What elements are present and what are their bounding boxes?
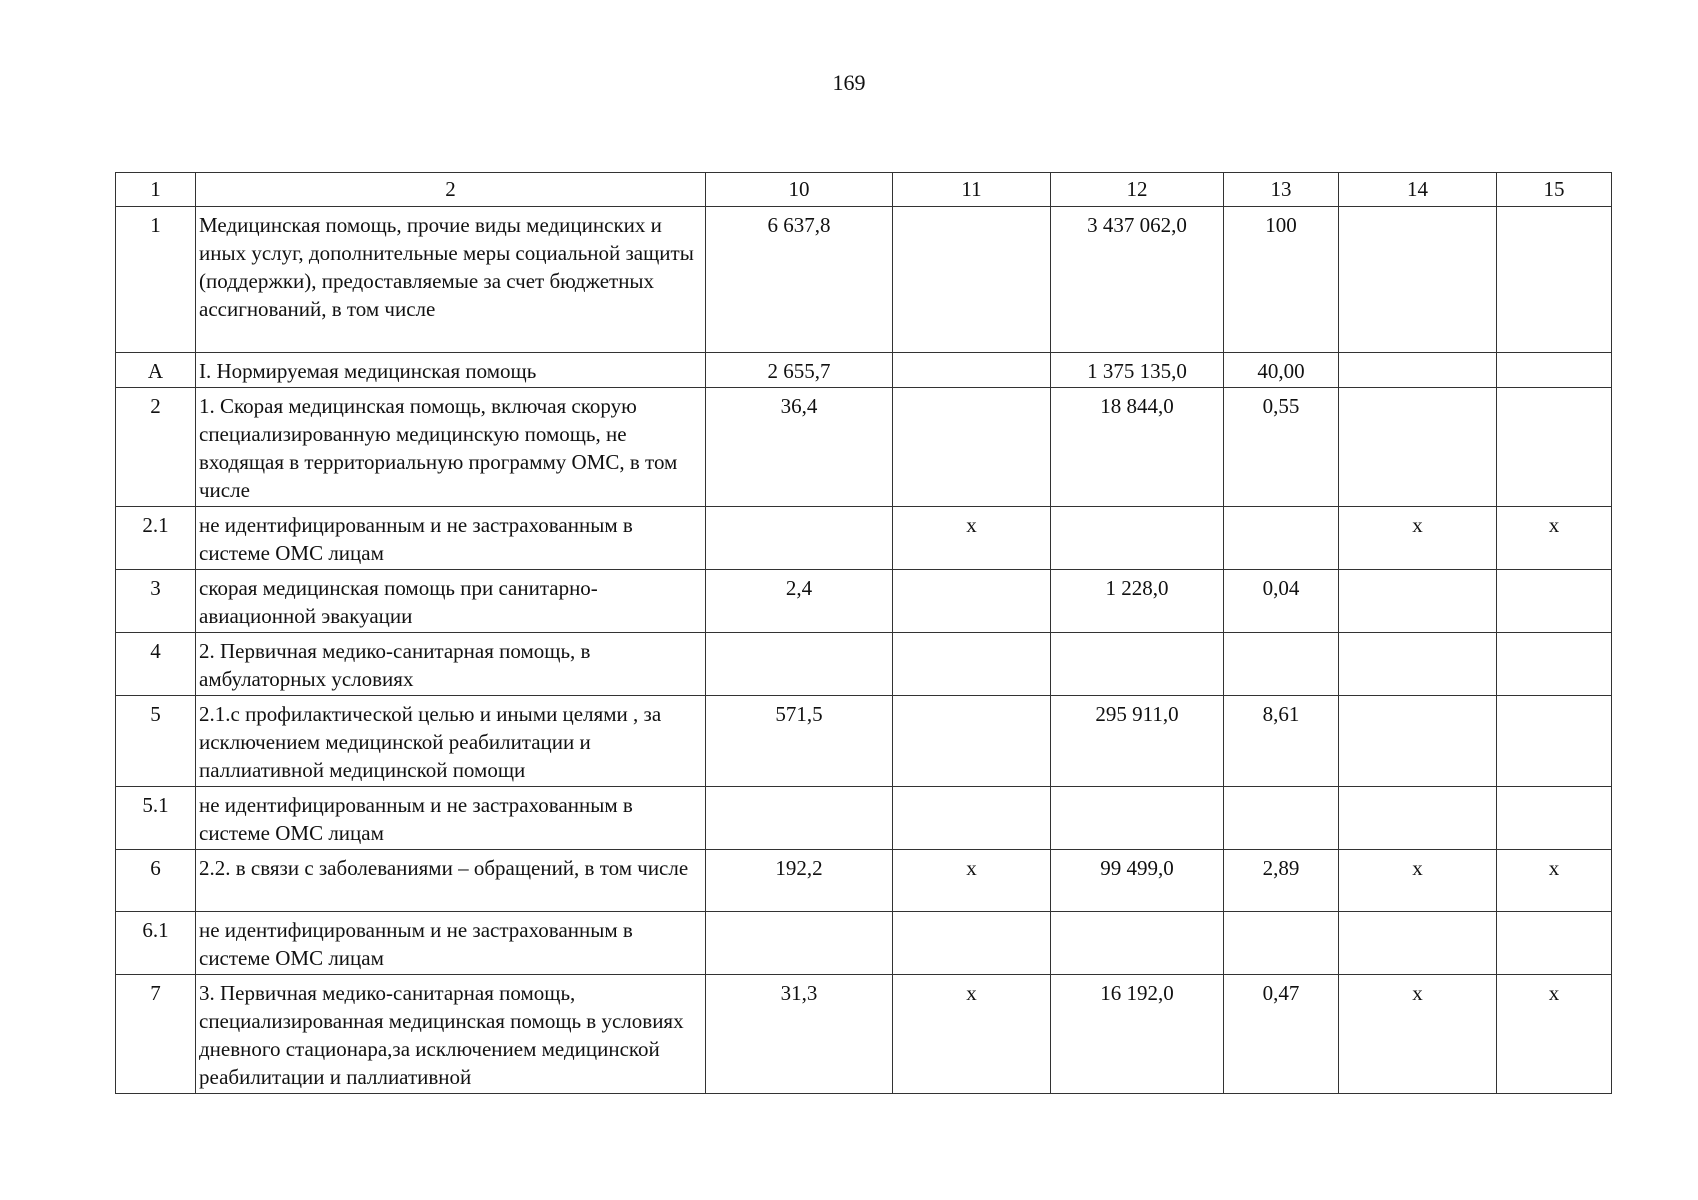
table-row [116, 353, 1612, 388]
page-number: 169 [832, 70, 866, 95]
col-13-cell [1224, 633, 1339, 696]
table-row [116, 850, 1612, 912]
header-cell: 1 [116, 173, 196, 207]
col-10-cell [706, 912, 893, 975]
col-11-cell [893, 570, 1051, 633]
col-10-cell [706, 633, 893, 696]
budget-table [115, 172, 1612, 1094]
col-14-cell [1339, 570, 1497, 633]
row-number-cell: 1 [116, 207, 196, 353]
col-12-cell: 295 911,0 [1051, 696, 1224, 787]
header-cell: 13 [1224, 173, 1339, 207]
col-15-cell [1497, 570, 1612, 633]
row-name-cell: 2. Первичная медико-санитарная помощь, в амбулаторных условиях [196, 633, 706, 696]
col-13-cell: 40,00 [1224, 353, 1339, 388]
col-12-cell: 3 437 062,0 [1051, 207, 1224, 353]
col-11-cell [893, 207, 1051, 353]
row-number-cell: 7 [116, 975, 196, 1094]
table-body [116, 173, 1612, 1094]
row-number-cell: 6.1 [116, 912, 196, 975]
table-row [116, 912, 1612, 975]
col-10-cell: 6 637,8 [706, 207, 893, 353]
col-11-cell [893, 912, 1051, 975]
col-14-cell [1339, 912, 1497, 975]
row-name-cell: Медицинская помощь, прочие виды медицинских и иных услуг, дополнительные меры социальной защиты (поддержки), предоставляемые за счет бюджетных ассигнований, в том числе [196, 207, 706, 353]
table-row [116, 507, 1612, 570]
col-15-cell [1497, 207, 1612, 353]
col-15-cell: х [1497, 507, 1612, 570]
col-15-cell [1497, 353, 1612, 388]
col-12-cell [1051, 507, 1224, 570]
col-14-cell: х [1339, 507, 1497, 570]
col-13-cell: 0,47 [1224, 975, 1339, 1094]
header-cell: 12 [1051, 173, 1224, 207]
col-12-cell: 1 375 135,0 [1051, 353, 1224, 388]
col-14-cell [1339, 388, 1497, 507]
col-15-cell [1497, 696, 1612, 787]
col-10-cell: 31,3 [706, 975, 893, 1094]
col-10-cell: 192,2 [706, 850, 893, 912]
col-14-cell [1339, 696, 1497, 787]
row-number-cell: 2.1 [116, 507, 196, 570]
col-11-cell: х [893, 975, 1051, 1094]
col-11-cell [893, 353, 1051, 388]
col-11-cell: х [893, 850, 1051, 912]
col-15-cell [1497, 787, 1612, 850]
row-name-cell: 3. Первичная медико-санитарная помощь, специализированная медицинская помощь в условиях дневного стационара,за исключением медицинской реабилитации и паллиативной [196, 975, 706, 1094]
row-number-cell: 6 [116, 850, 196, 912]
table-row [116, 570, 1612, 633]
row-number-cell: 5 [116, 696, 196, 787]
col-13-cell [1224, 912, 1339, 975]
table-row [116, 207, 1612, 353]
row-number-cell: 3 [116, 570, 196, 633]
table-row [116, 633, 1612, 696]
row-name-cell: 1. Скорая медицинская помощь, включая скорую специализированную медицинскую помощь, не входящая в территориальную программу ОМС, в том числе [196, 388, 706, 507]
col-15-cell [1497, 912, 1612, 975]
col-10-cell: 36,4 [706, 388, 893, 507]
table-row [116, 787, 1612, 850]
col-15-cell: х [1497, 850, 1612, 912]
col-15-cell: х [1497, 975, 1612, 1094]
table-row [116, 975, 1612, 1094]
col-13-cell: 8,61 [1224, 696, 1339, 787]
table-row [116, 696, 1612, 787]
row-name-cell: не идентифицированным и не застрахованным в системе ОМС лицам [196, 507, 706, 570]
col-11-cell [893, 696, 1051, 787]
row-name-cell: не идентифицированным и не застрахованным в системе ОМС лицам [196, 787, 706, 850]
col-13-cell: 0,55 [1224, 388, 1339, 507]
col-10-cell: 2 655,7 [706, 353, 893, 388]
table-row [116, 388, 1612, 507]
row-number-cell: 4 [116, 633, 196, 696]
col-14-cell [1339, 787, 1497, 850]
row-name-cell: не идентифицированным и не застрахованным в системе ОМС лицам [196, 912, 706, 975]
col-13-cell: 0,04 [1224, 570, 1339, 633]
table-header-row [116, 173, 1612, 207]
col-11-cell [893, 787, 1051, 850]
header-cell: 14 [1339, 173, 1497, 207]
row-name-cell: 2.1.с профилактической целью и иными целями , за исключением медицинской реабилитации и паллиативной медицинской помощи [196, 696, 706, 787]
header-cell: 10 [706, 173, 893, 207]
row-number-cell: А [116, 353, 196, 388]
col-14-cell [1339, 207, 1497, 353]
row-name-cell: I. Нормируемая медицинская помощь [196, 353, 706, 388]
col-14-cell [1339, 633, 1497, 696]
col-12-cell [1051, 633, 1224, 696]
col-12-cell: 16 192,0 [1051, 975, 1224, 1094]
col-12-cell [1051, 912, 1224, 975]
col-15-cell [1497, 388, 1612, 507]
row-number-cell: 2 [116, 388, 196, 507]
row-name-cell: 2.2. в связи с заболеваниями – обращений, в том числе [196, 850, 706, 912]
col-10-cell: 2,4 [706, 570, 893, 633]
col-14-cell [1339, 353, 1497, 388]
row-number-cell: 5.1 [116, 787, 196, 850]
col-14-cell: х [1339, 975, 1497, 1094]
col-10-cell: 571,5 [706, 696, 893, 787]
col-12-cell [1051, 787, 1224, 850]
row-name-cell: скорая медицинская помощь при санитарно-авиационной эвакуации [196, 570, 706, 633]
col-12-cell: 99 499,0 [1051, 850, 1224, 912]
col-14-cell: х [1339, 850, 1497, 912]
col-13-cell: 100 [1224, 207, 1339, 353]
col-11-cell [893, 388, 1051, 507]
col-11-cell: х [893, 507, 1051, 570]
col-12-cell: 1 228,0 [1051, 570, 1224, 633]
col-12-cell: 18 844,0 [1051, 388, 1224, 507]
col-13-cell [1224, 507, 1339, 570]
header-cell: 11 [893, 173, 1051, 207]
col-15-cell [1497, 633, 1612, 696]
col-10-cell [706, 787, 893, 850]
col-13-cell [1224, 787, 1339, 850]
col-13-cell: 2,89 [1224, 850, 1339, 912]
col-11-cell [893, 633, 1051, 696]
header-cell: 15 [1497, 173, 1612, 207]
col-10-cell [706, 507, 893, 570]
header-cell: 2 [196, 173, 706, 207]
